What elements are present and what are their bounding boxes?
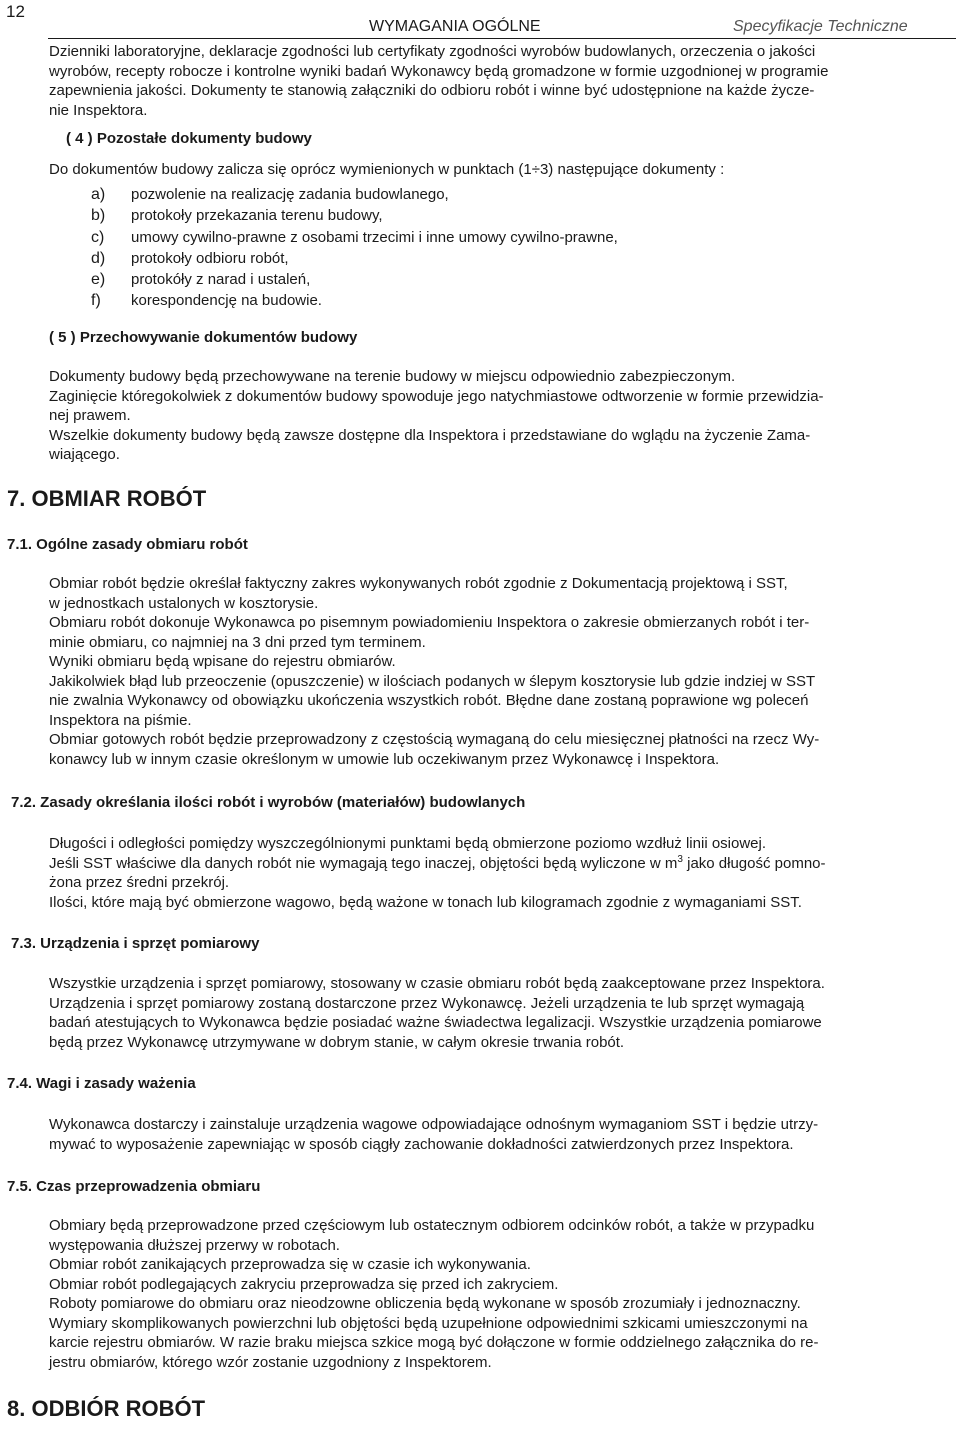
- text-line: Urządzenia i sprzęt pomiarowy zostaną dostarczone przez Wykonawcę. Jeżeli urządzenia te lub sprzęt wymagają: [49, 994, 805, 1012]
- item-text: umowy cywilno-prawne z osobami trzecimi i inne umowy cywilno-prawne,: [131, 228, 618, 246]
- lead-after: 3) następujące dokumenty :: [539, 161, 725, 178]
- section-7-1-title: 7.1. Ogólne zasady obmiaru robót: [7, 536, 248, 553]
- section-4-lead: [49, 161, 724, 178]
- superscript: 3: [677, 853, 683, 865]
- text-line: Obmiar robót zanikających przeprowadza się w czasie ich wykonywania.: [49, 1256, 531, 1273]
- text-line: Wymiary skomplikowanych powierzchni lub objętości będą uzupełnione odpowiednimi szkicami umieszczonymi na: [49, 1314, 808, 1332]
- item-text: protokoły odbioru robót,: [131, 249, 289, 267]
- item-text: protokoły przekazania terenu budowy,: [131, 207, 383, 225]
- documents-list: [49, 184, 749, 312]
- list-item: [49, 248, 749, 269]
- text-line: Roboty pomiarowe do obmiaru oraz nieodzowne obliczenia będą wykonane w sposób zrozumiały i jednoznaczny.: [49, 1295, 801, 1312]
- text-line: Długości i odległości pomiędzy wyszczególnionymi punktami będą obmierzone poziomo wzdłuż linii osiowej.: [49, 835, 767, 852]
- text-line: wiającego.: [49, 446, 120, 463]
- text-line: występowania dłuższej przerwy w robotach.: [49, 1236, 340, 1254]
- section-7-3-title: 7.3. Urządzenia i sprzęt pomiarowy: [11, 935, 260, 952]
- section-7-3-paragraph: [49, 974, 955, 1052]
- text-line: Wyniki obmiaru będą wpisane do rejestru obmiarów.: [49, 653, 396, 670]
- line-text: jako długość pomno-: [682, 854, 826, 872]
- text-line: Dokumenty budowy będą przechowywane na terenie budowy w miejscu odpowiednio zabezpieczonym.: [49, 368, 736, 385]
- section-7-5-title: 7.5. Czas przeprowadzenia obmiaru: [7, 1178, 261, 1195]
- text-line: [49, 854, 955, 874]
- item-letter: e): [91, 271, 106, 289]
- text-line: Wszystkie urządzenia i sprzęt pomiarowy, stosowany w czasie obmiaru robót będą zaakceptowane przez Inspektora.: [49, 975, 825, 992]
- intro-paragraph: [49, 42, 955, 120]
- header-rule: [48, 38, 956, 39]
- item-letter: b): [91, 207, 106, 225]
- chapter-7-title: 7. OBMIAR ROBÓT: [7, 486, 207, 511]
- item-text: protokóły z narad i ustaleń,: [131, 271, 311, 289]
- division-symbol: ÷: [531, 161, 540, 178]
- lead-before: Do dokumentów budowy zalicza się oprócz wymienionych w punktach (1: [49, 161, 532, 178]
- text-line: Ilości, które mają być obmierzone wagowo, będą ważone w tonach lub kilogramach zgodnie z wymaganiami SST.: [49, 893, 802, 911]
- text-line: karcie rejestru obmiarów. W razie braku miejsca szkice mogą być dołączone w formie oddzielnego załącznika do re-: [49, 1334, 819, 1351]
- section-7-2-title: 7.2. Zasady określania ilości robót i wyrobów (materiałów) budowlanych: [11, 794, 526, 811]
- item-letter: c): [91, 228, 105, 246]
- list-item: [49, 184, 749, 205]
- text-line: Obmiaru robót dokonuje Wykonawca po pisemnym powiadomieniu Inspektora o zakresie obmierzanych robót i ter-: [49, 614, 810, 631]
- running-header-subtitle: Specyfikacje Techniczne: [733, 18, 908, 35]
- text-line: Jakikolwiek błąd lub przeoczenie (opuszczenie) w ilościach podanych w ślepym kosztorysie lub gdzie indziej w SST: [49, 672, 816, 690]
- text-line: Dzienniki laboratoryjne, deklaracje zgodności lub certyfikaty zgodności wyrobów budowlanych, orzeczenia o jakości: [49, 43, 816, 60]
- item-letter: f): [91, 292, 101, 310]
- text-line: Zaginięcie któregokolwiek z dokumentów budowy spowoduje jego natychmiastowe odtworzenie w formie przewidzia-: [49, 387, 824, 405]
- text-line: konawcy lub w innym czasie określonym w umowie lub oczekiwanym przez Wykonawcę i Inspektora.: [49, 750, 720, 768]
- text-line: minie obmiaru, co najmniej na 3 dni przed tym terminem.: [49, 633, 426, 651]
- text-line: Inspektora na piśmie.: [49, 711, 192, 729]
- section-7-4-paragraph: [49, 1115, 955, 1154]
- text-line: Obmiar robót podlegających zakryciu przeprowadza się przed ich zakryciem.: [49, 1275, 559, 1293]
- text-line: nie zwalnia Wykonawcy od obowiązku ukończenia wszystkich robót. Błędne dane zostaną poprawione wg poleceń: [49, 692, 809, 709]
- text-line: Obmiar robót będzie określał faktyczny zakres wykonywanych robót zgodnie z Dokumentacją projektową i SST,: [49, 575, 788, 592]
- list-item: [49, 205, 749, 226]
- chapter-8-title: 8. ODBIÓR ROBÓT: [7, 1396, 206, 1421]
- section-7-1-paragraph: [49, 574, 955, 769]
- text-line: Obmiary będą przeprowadzone przed częściowym lub ostatecznym odbiorem odcinków robót, a także w przypadku: [49, 1217, 815, 1234]
- item-text: pozwolenie na realizację zadania budowlanego,: [131, 186, 449, 203]
- text-line: Obmiar gotowych robót będzie przeprowadzony z częstością wymaganą do celu miesięcznej płatności na rzecz Wy-: [49, 731, 820, 748]
- text-line: wyrobów, recepty robocze i kontrolne wyniki badań Wykonawcy będą gromadzone w formie uzgodnionej w programie: [49, 62, 829, 80]
- text-line: nej prawem.: [49, 407, 131, 424]
- text-line: badań atestujących to Wykonawca będzie posiadać ważne świadectwa legalizacji. Wszystkie urządzenia pomiarowe: [49, 1014, 822, 1031]
- text-line: będą przez Wykonawcę utrzymywane w dobrym stanie, w całym okresie trwania robót.: [49, 1033, 625, 1051]
- section-4-title: ( 4 ) Pozostałe dokumenty budowy: [66, 130, 312, 147]
- text-line: nie Inspektora.: [49, 101, 148, 119]
- item-letter: a): [91, 186, 106, 203]
- text-line: mywać to wyposażenie zapewniając w sposób ciągły zachowanie dokładności zatwierdzonych przez Inspektora.: [49, 1135, 794, 1153]
- section-7-4-title: 7.4. Wagi i zasady ważenia: [7, 1075, 196, 1092]
- line-text: Jeśli SST właściwe dla danych robót nie wymagają tego inaczej, objętości będą wyliczone w m: [49, 854, 678, 872]
- section-5-paragraph: [49, 367, 955, 465]
- running-header-title: WYMAGANIA OGÓLNE: [369, 18, 541, 35]
- text-line: Wykonawca dostarczy i zainstaluje urządzenia wagowe odpowiadające odnośnym wymaganiom SST i będzie utrzy-: [49, 1116, 819, 1133]
- section-7-2-paragraph: [49, 834, 955, 912]
- item-text: korespondencję na budowie.: [131, 292, 322, 310]
- section-5-title: ( 5 ) Przechowywanie dokumentów budowy: [49, 329, 358, 346]
- text-line: jestru obmiarów, którego wzór zostanie uzgodniony z Inspektorem.: [49, 1353, 492, 1371]
- item-letter: d): [91, 249, 106, 267]
- text-line: zapewnienia jakości. Dokumenty te stanowią załączniki do odbioru robót i winne być udostępnione na każde życze-: [49, 82, 815, 99]
- text-line: w jednostkach ustalonych w kosztorysie.: [49, 594, 319, 612]
- text-line: żona przez średni przekrój.: [49, 874, 230, 891]
- page-number: 12: [6, 2, 25, 21]
- list-item: [49, 290, 749, 311]
- section-7-5-paragraph: [49, 1216, 955, 1372]
- text-line: Wszelkie dokumenty budowy będą zawsze dostępne dla Inspektora i przedstawiane do wglądu na życzenie Zama-: [49, 426, 811, 444]
- list-item: [49, 227, 749, 248]
- list-item: [49, 269, 749, 290]
